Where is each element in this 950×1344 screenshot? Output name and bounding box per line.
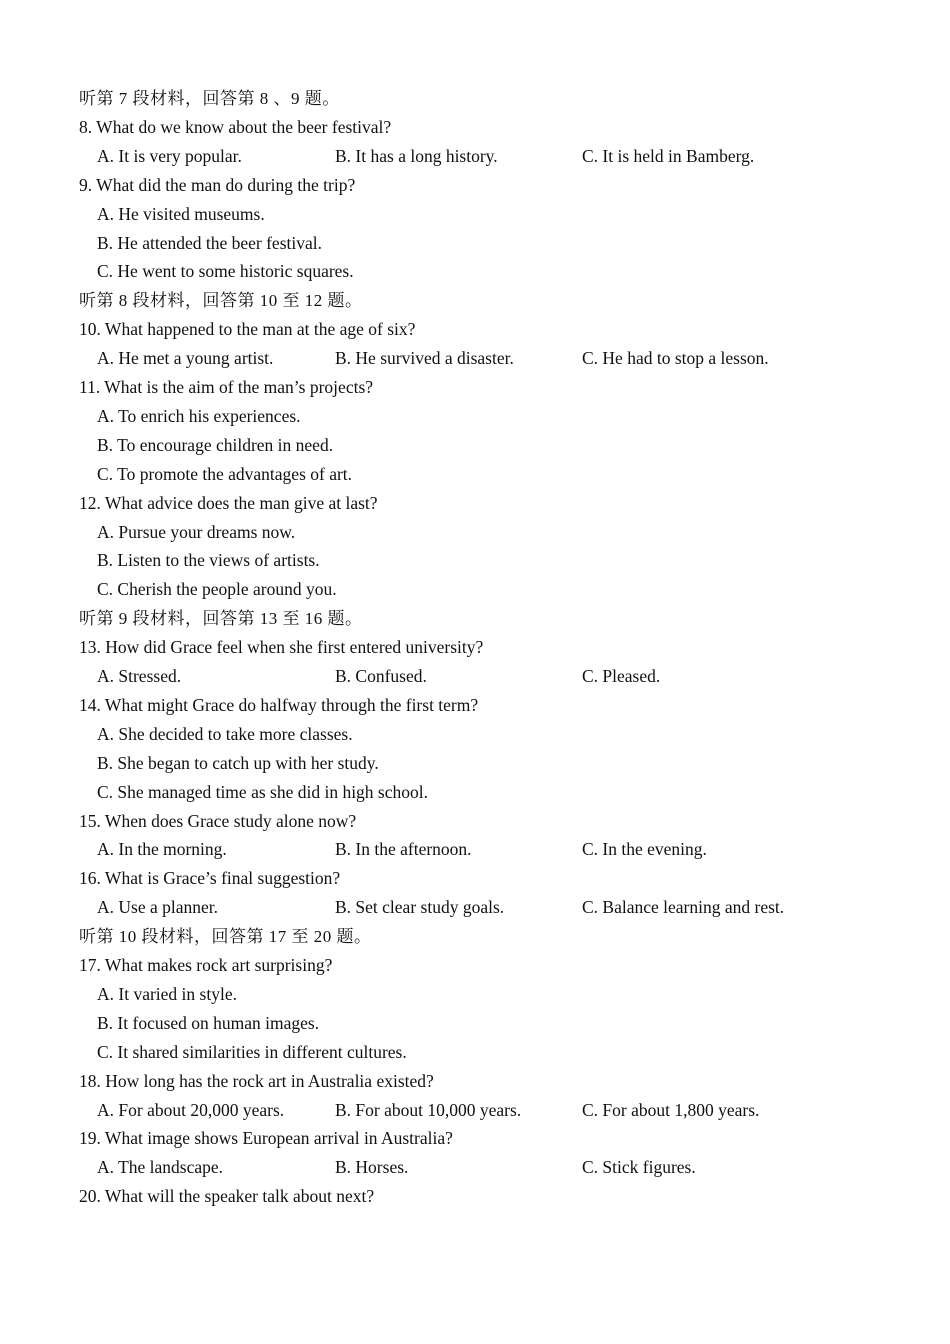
answer-options-row <box>0 142 950 171</box>
answer-option-row <box>0 200 950 229</box>
section-instruction-text: 听第 8 段材料，回答第 10 至 12 题。 <box>79 291 363 311</box>
answer-option-b: B. For about 10,000 years. <box>335 1099 522 1120</box>
question-stem <box>0 633 950 662</box>
answer-option-row <box>0 1038 950 1067</box>
answer-option-row <box>0 518 950 547</box>
answer-option-row <box>0 778 950 807</box>
answer-option: B. It focused on human images. <box>97 1012 320 1033</box>
answer-option-row <box>0 460 950 489</box>
section-instruction-text: 听第 10 段材料，回答第 17 至 20 题。 <box>79 927 372 947</box>
answer-option-b: B. He survived a disaster. <box>335 348 514 369</box>
answer-option: C. She managed time as she did in high school. <box>97 781 428 802</box>
answer-option-b: B. In the afternoon. <box>335 839 472 860</box>
section-instruction-text: 听第 7 段材料，回答第 8 、9 题。 <box>79 89 340 108</box>
question-text: 10. What happened to the man at the age of six? <box>79 319 416 340</box>
question-stem <box>0 1182 950 1211</box>
answer-option: B. To encourage children in need. <box>97 434 334 455</box>
answer-option: C. Cherish the people around you. <box>97 579 337 600</box>
answer-option: A. To enrich his experiences. <box>97 405 301 426</box>
question-text: 13. How did Grace feel when she first entered university? <box>79 637 484 658</box>
answer-option-row <box>0 402 950 431</box>
question-stem <box>0 315 950 344</box>
answer-option-c: C. He had to stop a lesson. <box>582 348 769 369</box>
answer-option-c: C. It is held in Bamberg. <box>582 145 755 166</box>
question-text: 11. What is the aim of the man’s projects? <box>79 377 374 397</box>
question-stem <box>0 951 950 980</box>
answer-option-a: A. In the morning. <box>97 839 227 860</box>
question-stem <box>0 489 950 518</box>
answer-option-a: A. It is very popular. <box>97 145 242 166</box>
question-stem <box>0 1124 950 1153</box>
answer-option-a: A. The landscape. <box>97 1157 224 1178</box>
answer-options-row <box>0 1096 950 1125</box>
answer-option-c: C. Stick figures. <box>582 1157 696 1178</box>
question-text: 20. What will the speaker talk about next? <box>79 1186 375 1207</box>
question-stem <box>0 113 950 142</box>
question-stem <box>0 1067 950 1096</box>
question-text: 8. What do we know about the beer festival? <box>79 116 392 137</box>
answer-option-b: B. Confused. <box>335 666 427 686</box>
answer-option-c: C. In the evening. <box>582 839 707 860</box>
answer-option: A. He visited museums. <box>97 203 265 224</box>
answer-option: C. He went to some historic squares. <box>97 261 354 282</box>
answer-option: B. She began to catch up with her study. <box>97 752 379 773</box>
answer-options-row <box>0 344 950 373</box>
answer-option-row <box>0 749 950 778</box>
question-text: 12. What advice does the man give at last? <box>79 492 378 513</box>
answer-option: C. It shared similarities in different cultures. <box>97 1041 407 1062</box>
answer-option-b: B. It has a long history. <box>335 145 498 166</box>
answer-option-row <box>0 431 950 460</box>
answer-option: C. To promote the advantages of art. <box>97 463 353 484</box>
answer-option-c: C. Balance learning and rest. <box>582 897 785 918</box>
answer-option-a: A. He met a young artist. <box>97 348 274 369</box>
answer-option-row <box>0 257 950 286</box>
answer-option: A. It varied in style. <box>97 983 237 1004</box>
section-instruction <box>0 286 950 315</box>
question-text: 15. When does Grace study alone now? <box>79 810 357 831</box>
answer-options-row <box>0 1153 950 1182</box>
question-text: 14. What might Grace do halfway through the first term? <box>79 694 479 715</box>
answer-options-row <box>0 893 950 922</box>
answer-options-row <box>0 835 950 864</box>
answer-option: B. Listen to the views of artists. <box>97 550 320 571</box>
question-stem <box>0 171 950 200</box>
answer-option-row <box>0 229 950 258</box>
question-stem <box>0 691 950 720</box>
question-text: 16. What is Grace’s final suggestion? <box>79 868 341 889</box>
answer-option-b: B. Set clear study goals. <box>335 897 505 918</box>
answer-option-c: C. Pleased. <box>582 666 661 686</box>
question-text: 19. What image shows European arrival in Australia? <box>79 1128 453 1149</box>
question-text: 18. How long has the rock art in Australia existed? <box>79 1070 434 1091</box>
answer-option-row <box>0 1009 950 1038</box>
answer-option-row <box>0 720 950 749</box>
answer-option-row <box>0 575 950 604</box>
question-text: 9. What did the man do during the trip? <box>79 174 356 195</box>
question-text: 17. What makes rock art surprising? <box>79 955 333 975</box>
question-stem <box>0 373 950 402</box>
section-instruction-text: 听第 9 段材料，回答第 13 至 16 题。 <box>79 609 363 629</box>
answer-option: B. He attended the beer festival. <box>97 232 322 253</box>
answer-option-row <box>0 980 950 1009</box>
question-stem <box>0 864 950 893</box>
question-stem <box>0 807 950 836</box>
answer-option-row <box>0 546 950 575</box>
answer-option: A. Pursue your dreams now. <box>97 521 296 542</box>
answer-option-b: B. Horses. <box>335 1157 409 1178</box>
section-instruction <box>0 604 950 633</box>
answer-option-a: A. Use a planner. <box>97 897 219 918</box>
answer-options-row <box>0 662 950 691</box>
answer-option-a: A. For about 20,000 years. <box>97 1099 285 1120</box>
answer-option: A. She decided to take more classes. <box>97 723 353 744</box>
answer-option-a: A. Stressed. <box>97 666 182 686</box>
section-instruction <box>0 84 950 113</box>
section-instruction <box>0 922 950 951</box>
answer-option-c: C. For about 1,800 years. <box>582 1099 760 1120</box>
